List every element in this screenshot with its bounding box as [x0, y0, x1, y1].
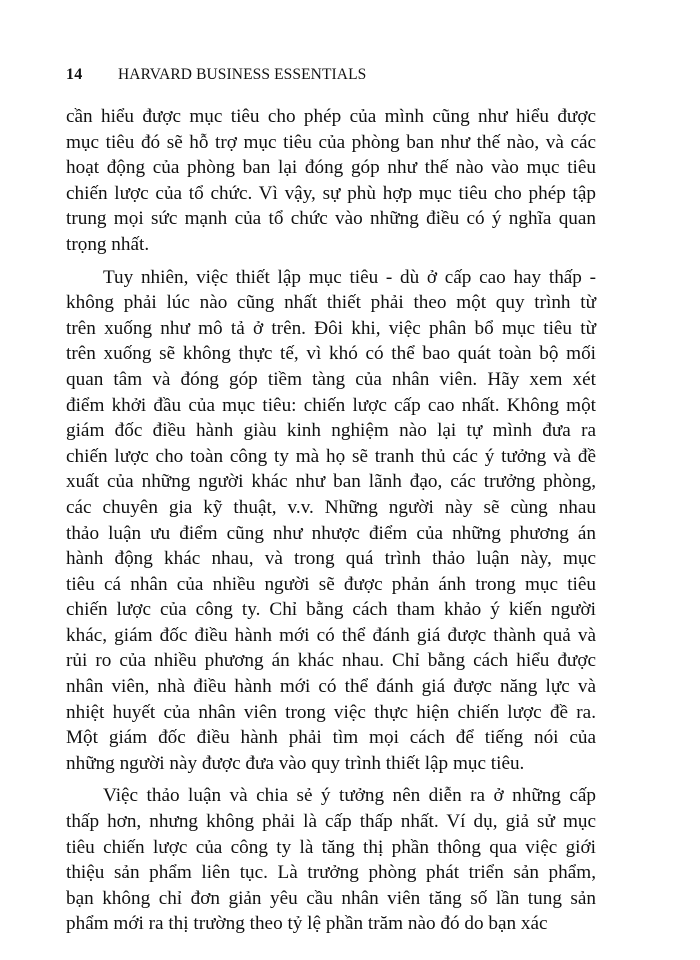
text-line: Một giám đốc điều hành phải tìm mọi cách để tiếng nói của	[66, 727, 596, 749]
text-line: thảo luận ưu điểm cũng như nhược điểm của những phương án	[66, 522, 596, 544]
text-line: hoạt động của phòng ban lại đóng góp như thế nào vào mục tiêu	[66, 157, 596, 179]
text-line: Tuy nhiên, việc thiết lập mục tiêu - dù ở cấp cao hay thấp -	[103, 266, 596, 288]
text-line: trên xuống như mô tả ở trên. Đôi khi, việc phân bổ mục tiêu từ	[66, 317, 596, 339]
text-line: điểm khởi đầu của mục tiêu: chiến lược cấp cao nhất. Không một	[66, 394, 596, 416]
text-line: thiệu sản phẩm liên tục. Là trưởng phòng phát triển sản phẩm,	[66, 862, 596, 884]
text-line: chiến lược của tổ chức. Vì vậy, sự phù hợp mục tiêu cho phép tập	[66, 182, 596, 204]
running-header	[66, 66, 366, 88]
text-line: không phải lúc nào cũng nhất thiết phải theo một quy trình từ	[66, 292, 596, 314]
text-line: thấp hơn, nhưng không phải là cấp thấp nhất. Ví dụ, giả sử mục	[66, 811, 596, 833]
text-line: nhân viên, nhà điều hành mới có thể đánh giá được năng lực và	[66, 676, 596, 698]
text-line: những người này được đưa vào quy trình thiết lập mục tiêu.	[66, 752, 525, 774]
text-line: phẩm mới ra thị trường theo tỷ lệ phần trăm nào đó do bạn xác	[66, 913, 548, 935]
text-line: tiêu cá nhân của nhiều người sẽ được phản ánh trong mục tiêu	[66, 573, 596, 595]
text-line: chiến lược của công ty. Chỉ bằng cách tham khảo ý kiến người	[66, 599, 596, 621]
text-line: giám đốc điều hành giàu kinh nghiệm nào lại tự mình đưa ra	[66, 420, 596, 442]
text-line: tiêu chiến lược của công ty là tăng thị phần thông qua việc giới	[66, 836, 596, 858]
text-line: trung mọi sức mạnh của tổ chức vào những điều có ý nghĩa quan	[66, 208, 596, 230]
text-line: rủi ro của nhiều phương án khác nhau. Chỉ bằng cách hiểu được	[66, 650, 596, 672]
text-line: xuất của những người khác như ban lãnh đạo, các trưởng phòng,	[66, 471, 596, 493]
text-line: mục tiêu đó sẽ hỗ trợ mục tiêu của phòng ban như thế nào, và các	[66, 131, 596, 153]
text-line: khác, giám đốc điều hành mới có thể đánh giá được thành quả và	[66, 624, 596, 646]
text-line: quan tâm và đóng góp tiềm tàng của nhân viên. Hãy xem xét	[66, 368, 596, 390]
text-line: nhiệt huyết của nhân viên trong việc thực hiện chiến lược đề ra.	[66, 701, 596, 723]
body-text	[66, 104, 596, 944]
text-line: bạn không chỉ đơn giản yêu cầu nhân viên tăng số lần tung sản	[66, 887, 596, 909]
paragraph	[66, 104, 596, 258]
text-line: cần hiểu được mục tiêu cho phép của mình cũng như hiểu được	[66, 106, 596, 127]
text-line: chiến lược cho toàn công ty mà họ sẽ tranh thủ các ý tưởng và đề	[66, 445, 596, 467]
paragraph	[66, 265, 596, 777]
text-line: hành động khác nhau, và trong quá trình thảo luận này, mục	[66, 548, 596, 570]
text-line: các chuyên gia kỹ thuật, v.v. Những người này sẽ cùng nhau	[66, 496, 596, 518]
text-line: trên xuống sẽ không thực tế, vì khó có thể bao quát toàn bộ mối	[66, 343, 596, 365]
text-line: Việc thảo luận và chia sẻ ý tưởng nên diễn ra ở những cấp	[103, 785, 596, 807]
text-line: trọng nhất.	[66, 233, 150, 255]
page-number: 14	[66, 66, 83, 83]
paragraph	[66, 783, 596, 937]
book-title: HARVARD BUSINESS ESSENTIALS	[118, 66, 367, 83]
